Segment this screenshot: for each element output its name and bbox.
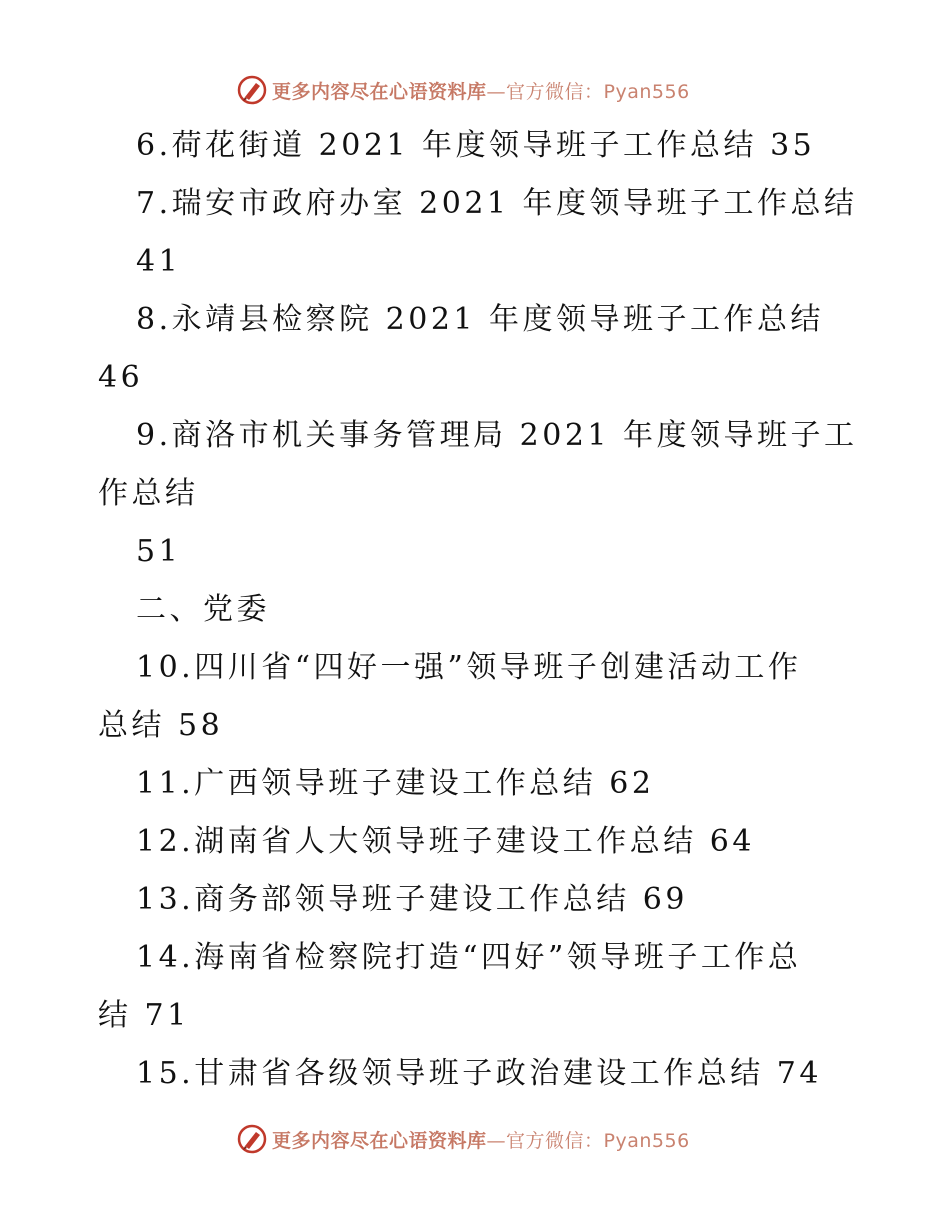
toc-line: 13.商务部领导班子建设工作总结 69 bbox=[136, 882, 688, 917]
toc-line: 9.商洛市机关事务管理局 2021 年度领导班子工 bbox=[136, 418, 858, 453]
toc-line: 46 bbox=[98, 360, 144, 395]
pen-logo-icon bbox=[236, 74, 268, 106]
toc-line: 结 71 bbox=[98, 998, 190, 1033]
watermark-wechat-id: Pyan556 bbox=[603, 80, 690, 103]
watermark-dash: — bbox=[486, 1129, 507, 1152]
watermark-text bbox=[272, 1126, 690, 1153]
toc-line: 15.甘肃省各级领导班子政治建设工作总结 74 bbox=[136, 1056, 822, 1091]
watermark-official: 官方微信： bbox=[506, 80, 604, 103]
toc-line: 7.瑞安市政府办室 2021 年度领导班子工作总结 bbox=[136, 186, 858, 221]
watermark-dash: — bbox=[486, 80, 507, 103]
section-heading: 二、党委 bbox=[136, 592, 270, 627]
toc-line: 作总结 bbox=[98, 476, 199, 511]
toc-line: 8.永靖县检察院 2021 年度领导班子工作总结 bbox=[136, 302, 825, 337]
watermark-brand: 更多内容尽在心语资料库 bbox=[272, 80, 487, 103]
watermark-brand: 更多内容尽在心语资料库 bbox=[272, 1129, 487, 1152]
toc-line: 10.四川省“四好一强”领导班子创建活动工作 bbox=[136, 650, 802, 685]
watermark-official: 官方微信： bbox=[506, 1129, 604, 1152]
toc-line: 14.海南省检察院打造“四好”领导班子工作总 bbox=[136, 940, 802, 975]
toc-line: 6.荷花街道 2021 年度领导班子工作总结 35 bbox=[136, 128, 816, 163]
watermark-footer bbox=[236, 1121, 690, 1157]
toc-line: 41 bbox=[136, 244, 182, 279]
pen-logo-icon bbox=[236, 1123, 268, 1155]
toc-line: 51 bbox=[136, 534, 182, 569]
toc-line: 总结 58 bbox=[98, 708, 224, 743]
toc-line: 11.广西领导班子建设工作总结 62 bbox=[136, 766, 655, 801]
watermark-text bbox=[272, 77, 690, 104]
watermark-header bbox=[236, 72, 690, 108]
toc-line: 12.湖南省人大领导班子建设工作总结 64 bbox=[136, 824, 755, 859]
watermark-wechat-id: Pyan556 bbox=[603, 1129, 690, 1152]
